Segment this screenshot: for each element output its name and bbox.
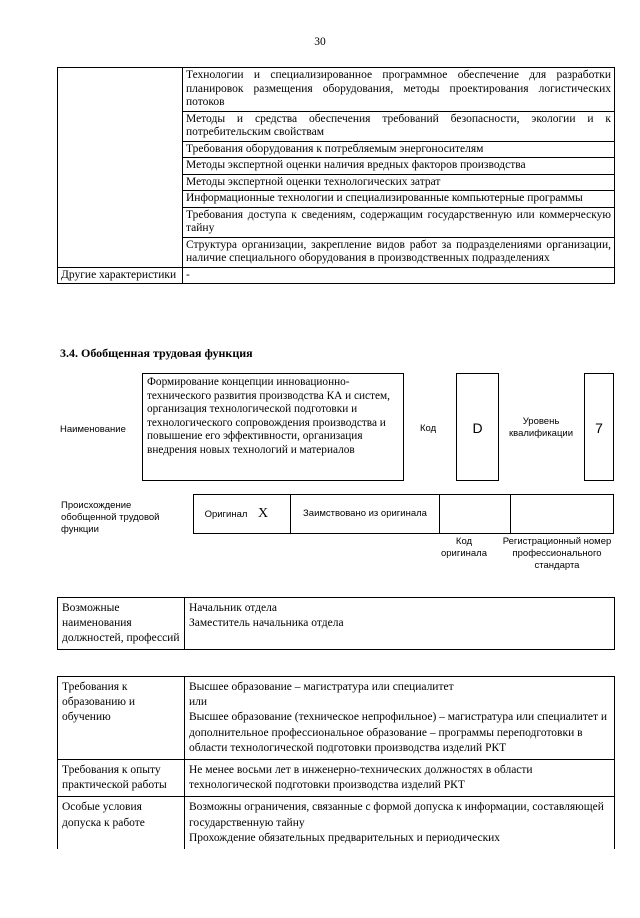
qualification-level-box: 7 [584,373,614,481]
positions-table [57,597,615,650]
position-item: Начальник отдела [189,602,277,614]
knowledge-item: Требования оборудования к потребляемым энергоносителям [183,141,615,158]
knowledge-item: Требования доступа к сведениям, содержащим государственную или коммерческую тайну [183,207,615,237]
knowledge-item: Методы экспертной оценки технологических затрат [183,174,615,191]
positions-values [185,598,615,650]
table-row [194,495,614,534]
experience-value: Не менее восьми лет в инженерно-технических должностях в области технологической подготовки производства изделий РКТ [185,760,615,797]
education-values [185,677,615,760]
education-line: Высшее образование (техническое непрофильное) – магистратура или специалитет и дополнительное профессиональное образование – программы переподготовки в области технологической подготовки производства изделий РКТ [189,711,608,754]
education-label: Требования к образованию и обучению [58,677,185,760]
table-row [58,760,615,797]
other-characteristics-label: Другие характеристики [58,267,183,284]
registration-number-cell [511,495,614,534]
knowledge-item: Методы экспертной оценки наличия вредных факторов производства [183,158,615,175]
table-row [58,797,615,849]
borrowed-label: Заимствовано из оригинала [291,495,440,534]
knowledge-item: Методы и средства обеспечения требований безопасности, экологии и к потребительским свойствам [183,111,615,141]
original-label: Оригинал [194,495,259,534]
origin-label: Происхождение обобщенной трудовой функции [61,500,160,535]
section-title: 3.4. Обобщенная трудовая функция [60,346,253,360]
code-label: Код [420,423,437,434]
special-condition-line: Возможны ограничения, связанные с формой допуска к информации, составляющей государственную тайну [189,801,604,829]
origin-table [193,494,614,534]
original-code-cell [440,495,511,534]
function-code-box: D [456,373,499,481]
knowledge-item: Технологии и специализированное программное обеспечение для разработки планировок размещения оборудования, методы проектирования логистических потоков [183,68,615,112]
original-mark: X [258,495,291,534]
special-conditions-values [185,797,615,849]
table-row [58,68,615,112]
special-conditions-label: Особые условия допуска к работе [58,797,185,849]
knowledge-table [57,67,615,284]
knowledge-label-cell [58,68,183,268]
registration-number-caption: Регистрационный номер профессионального стандарта [502,536,612,571]
function-name-box: Формирование концепции инновационно-технического развития производства КА и систем, организация технологической подготовки и технологического сопровождения производства и повышение его эффективности, организация внедрения новых технологий и материалов [142,373,404,481]
education-line: или [189,696,208,709]
table-row [58,677,615,760]
positions-label: Возможные наименования должностей, профессий [58,598,185,650]
page-number: 30 [314,36,326,48]
knowledge-item: Информационные технологии и специализированные компьютерные программы [183,191,615,208]
table-row [58,598,615,650]
knowledge-item: Структура организации, закрепление видов работ за подразделениями организации, наличие специального оборудования в производственных подразделениях [183,237,615,267]
name-label: Наименование [60,424,126,435]
requirements-table [57,676,615,849]
education-line: Высшее образование – магистратура или специалитет [189,681,454,693]
other-characteristics-value: - [183,267,615,284]
position-item: Заместитель начальника отдела [189,617,344,629]
original-code-caption: Код оригинала [440,536,487,559]
qualification-level-label: Уровень квалификации [508,416,574,439]
table-row [58,267,615,284]
experience-label: Требования к опыту практической работы [58,760,185,797]
special-condition-line: Прохождение обязательных предварительных и периодических [189,831,501,844]
